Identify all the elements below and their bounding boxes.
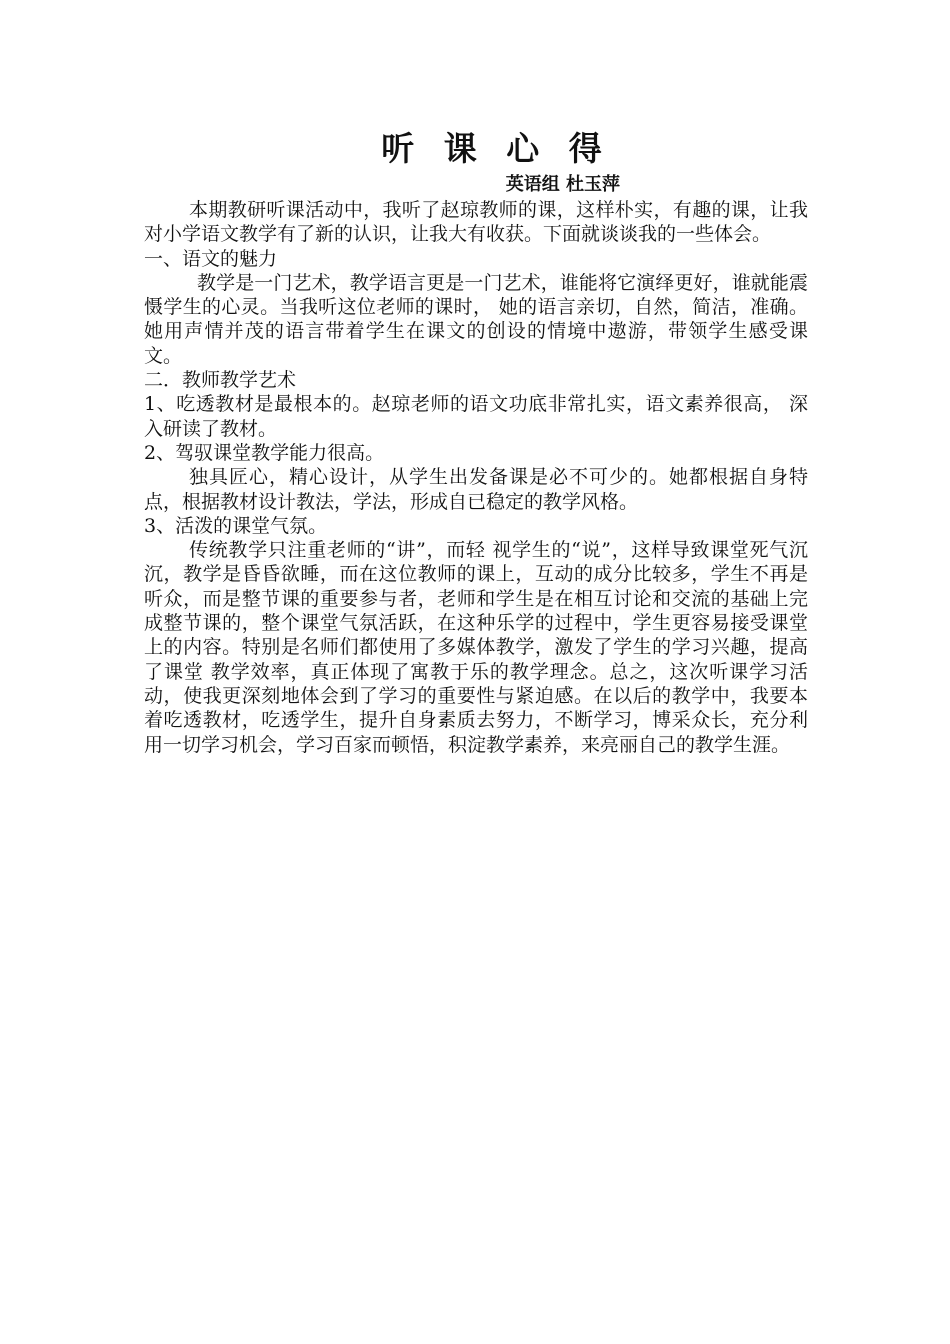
point-3-paragraph: 传统教学只注重老师的“讲”，而轻 视学生的“说”，这样导致课堂死气沉沉，教学是昏昏欲睡，而在这位教师的课上，互动的成分比较多，学生不再是听众，而是整节课的重要参与者，老师和学生是在相互讨论和交流的基础上完成整节课的，整个课堂气氛活跃，在这种乐学的过程中，学生更容易接受课堂上的内容。特别是名师们都使用了多媒体教学，激发了学生的学习兴趣，提高了课堂 教学效率，真正体现了寓教于乐的教学理念。总之，这次听课学习活动，使我更深刻地体会到了学习的重要性与紧迫感。在以后的教学中，我要本着吃透教材，吃透学生，提升自身素质去努力，不断学习，博采众长，充分利用一切学习机会，学习百家而顿悟，积淀教学素养，来亮丽自己的教学生涯。 [144, 539, 808, 756]
document-page [144, 126, 808, 757]
section-heading-1: 一、语文的魅力 [144, 247, 278, 270]
document-title: 听 课 心 得 [381, 129, 611, 168]
author-byline: 英语组 杜玉萍 [505, 174, 620, 195]
section-heading-2: 二．教师教学艺术 [144, 369, 297, 392]
section-1-paragraph: 教学是一门艺术，教学语言更是一门艺术，谁能将它演绎更好，谁就能震慑学生的心灵。当我听这位老师的课时， 她的语言亲切，自然，简洁，准确。她用声情并茂的语言带着学生在课文的创设的情境中遨游，带领学生感受课文。 [144, 271, 808, 367]
point-3-heading: 3、活泼的课堂气氛。 [144, 514, 328, 537]
point-2-paragraph: 独具匠心，精心设计，从学生出发备课是必不可少的。她都根据自身特点，根据教材设计教法，学法，形成自已稳定的教学风格。 [144, 466, 808, 513]
point-2-heading: 2、驾驭课堂教学能力很高。 [144, 441, 385, 464]
intro-paragraph: 本期教研听课活动中，我听了赵琼教师的课，这样朴实，有趣的课，让我对小学语文教学有了新的认识，让我大有收获。下面就谈谈我的一些体会。 [144, 199, 808, 246]
point-1-paragraph: 1、吃透教材是最根本的。赵琼老师的语文功底非常扎实，语文素养很高， 深入研读了教材。 [144, 393, 808, 440]
